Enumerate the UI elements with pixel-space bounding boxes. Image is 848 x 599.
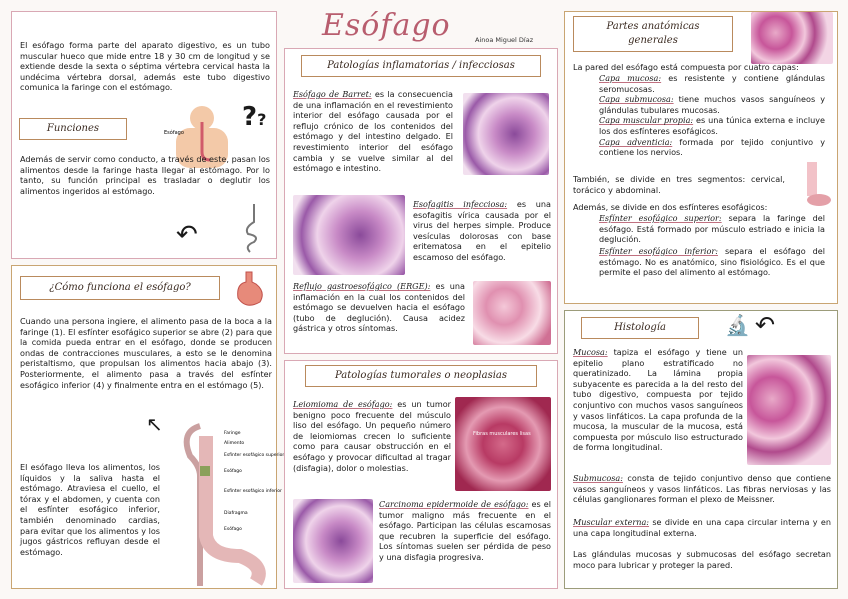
esfinter-inferior: Esfínter esofágico inferior: separa el esófago del estómago. No es anatómico, sino fisiológico. Es el que permite el paso del alimento al estómago.: [599, 246, 826, 278]
capa-mucosa: Capa mucosa: es resistente y contiene glándulas seromucosas.: [599, 73, 825, 94]
carcinoma-image: [293, 499, 373, 583]
diagram-label-esofago: Esófago: [224, 469, 242, 474]
barrett-desc: es la consecuencia de una inflamación en el revestimiento interior del esófago causada por el reflujo crónico de los contenidos del estómago y del intestino delgado. El revestimiento interior del esófago cambia y se vuelve similar al del estómago e intestino.: [293, 89, 453, 174]
reflujo-text: [293, 281, 465, 334]
barrett-text: [293, 89, 453, 174]
capa-muscular: Capa muscular propia: es una túnica externa e incluye los dos esfínteres esofágicos.: [599, 115, 825, 136]
microscope-icon: 🔬: [725, 313, 750, 337]
submucosa-text: Submucosa: consta de tejido conjuntivo denso que contiene vasos sanguíneos y vasos linfáticos. Las fibras nerviosas y las células ganglionares forman el plexo de Meissner.: [573, 473, 831, 505]
capa-adventicia: Capa adventicia: formada por tejido conjuntivo y contiene los nervios.: [599, 136, 825, 158]
reflujo-desc: es una inflamación en la cual los contenidos del estómago se devuelven hacia el esófago (tubo de deglución). Causa acidez gástrica y otros síntomas.: [293, 281, 465, 334]
leiomioma-image-label: Fibras musculares lisas: [473, 431, 531, 437]
tumorales-header: Patologías tumorales o neoplasias: [305, 365, 537, 387]
curved-arrow-icon-2: ↶: [755, 311, 776, 339]
tumorales-panel: [284, 360, 558, 589]
mucosa-text: Mucosa: tapiza el esófago y tiene un epitelio plano estratificado no queratinizado. La lámina propia subyacente es parecida a la del resto del tubo digestivo, compuesta por tejido conjuntivo con muchos vasos sanguíneos y vasos linfáticos. La capa profunda de la mucosa, la muscular de la mucosa, está compuesta por músculo liso estructurado de forma longitudinal.: [573, 347, 743, 453]
barrett-image: [463, 93, 549, 175]
muscular-text: Muscular externa: se divide en una capa circular interna y en una capa longitudinal externa.: [573, 517, 831, 538]
leiomioma-term: Leiomioma de esófago:: [293, 399, 393, 409]
diagram-label-esfinter-inferior: Esfínter esofágico inferior: [224, 489, 282, 494]
histologia-panel: [564, 310, 838, 589]
partes-panel: [564, 11, 838, 304]
funciones-text: Además de servir como conducto, a través de este, pasan los alimentos desde la faringe hasta llegar al estómago. Por lo tanto, su función principal es trasladar o deglutir los alimentos ingeridos al estómago.: [20, 154, 270, 196]
como-funciona-panel: [11, 265, 285, 589]
leiomioma-desc: es un tumor benigno poco frecuente del músculo liso del esófago. Un pequeño número de leiomiomas crecen lo suficiente como para causar obstrucción en el esófago y provocar dificultad al tragar (disfagia), dolor o molestias.: [293, 399, 451, 473]
arrow-icon: ↖: [146, 412, 163, 436]
como-funciona-header: ¿Cómo funciona el esófago?: [20, 276, 220, 300]
carcinoma-term: Carcinoma epidermoide de esófago:: [379, 499, 529, 509]
intro-panel: [11, 11, 277, 259]
capas-list: [565, 73, 833, 158]
capa-submucosa: Capa submucosa: tiene muchos vasos sanguíneos y glándulas tubulares mucosas.: [599, 94, 825, 115]
barrett-term: Esófago de Barret:: [293, 89, 372, 99]
leiomioma-text: [293, 399, 451, 473]
intro-text: El esófago forma parte del aparato digestivo, es un tubo muscular hueco que mide entre 18 y 30 cm de longitud y se extiende desde la sexta o séptima vértebra cervical hasta la undécima vértebra dorsal, además este tubo digestivo comunica la faringe con el estómago.: [20, 40, 270, 93]
diagram-label-diafragma: Diafragma: [224, 511, 248, 516]
histologia-header: Histología: [581, 317, 699, 339]
leiomioma-image: [455, 397, 551, 491]
swallowing-diagram: [170, 416, 285, 588]
reflujo-image: [473, 281, 551, 345]
reflujo-term: Reflujo gastroesofágico (ERGE):: [293, 281, 431, 291]
carcinoma-desc: es el tumor maligno más frecuente en el esófago. Participan las células escamosas que recubren la superficie del esófago. Los síntomas suelen ser pérdida de peso y una disfagia progresiva.: [379, 499, 551, 562]
esfinter-superior: Esfínter esofágico superior: separa la faringe del esófago. Está formado por músculo estriado e inicia la deglución.: [599, 213, 825, 245]
question-marks-icon: ??: [242, 102, 267, 132]
partes-intro: La pared del esófago está compuesta por cuatro capas:: [573, 62, 799, 72]
segmentos-text: También, se divide en tres segmentos: cervical, torácico y abdominal.: [573, 174, 785, 195]
page-title: Esófago: [322, 8, 451, 43]
carcinoma-text: [379, 499, 551, 563]
digestive-tract-figure: [234, 202, 274, 256]
como-funciona-text-2: El esófago lleva los alimentos, los líquidos y la saliva hasta el estómago. Atraviesa el cuello, el tórax y el abdomen, y cuenta con el esfínter esofágico inferior, también denominado cardias, para evitar que los alimentos y los jugos gástricos refluyan desde el estómago.: [20, 462, 160, 557]
esofagitis-desc: es una esofagitis vírica causada por el virus del herpes simple. Produce vesículas dolorosas con base eritematosa en el epitelio escamoso del esófago.: [413, 199, 551, 262]
esophagus-wall-image: [751, 12, 833, 64]
esofagitis-image: [293, 195, 405, 275]
esophagus-segments-figure: [797, 160, 833, 206]
author: Ainoa Miguel Díaz: [475, 36, 534, 44]
stomach-icon: [232, 270, 268, 310]
esofagitis-text: [413, 199, 551, 263]
inflamatorias-panel: [284, 48, 558, 354]
curved-arrow-icon: ↶: [176, 220, 198, 250]
figure-label: Esófago: [164, 130, 184, 136]
diagram-label-esofago-2: Esófago: [224, 527, 242, 532]
histologia-image: [747, 355, 831, 465]
esfinteres-intro: Además, se divide en dos esfínteres esofágicos:: [573, 202, 768, 212]
diagram-label-alimento: Alimento: [224, 441, 245, 446]
inflamatorias-header: Patologías inflamatorias / infecciosas: [301, 55, 541, 77]
esofagitis-term: Esofagitis infecciosa:: [413, 199, 508, 209]
diagram-label-esfinter-superior: Esfínter esofágico superior: [224, 453, 285, 458]
diagram-label-faringe: Faringe: [224, 431, 241, 436]
glandulas-text: Las glándulas mucosas y submucosas del esófago secretan moco para lubricar y proteger la pared.: [573, 549, 831, 570]
como-funciona-text: Cuando una persona ingiere, el alimento pasa de la boca a la faringe (1). El esfínter esofágico superior se abre (2) para que la comida pueda entrar en el esófago, donde se producen ondas de contracciones musculares, a esto se le denomina peristaltismo, que propulsan los alimentos hacia abajo (3). Posteriormente, el alimento pasa a través del esfínter esofágico inferior (4) y finalmente entra en el estómago (5).: [20, 316, 272, 390]
funciones-header: Funciones: [19, 118, 127, 140]
partes-header: Partes anatómicas generales: [573, 16, 733, 52]
